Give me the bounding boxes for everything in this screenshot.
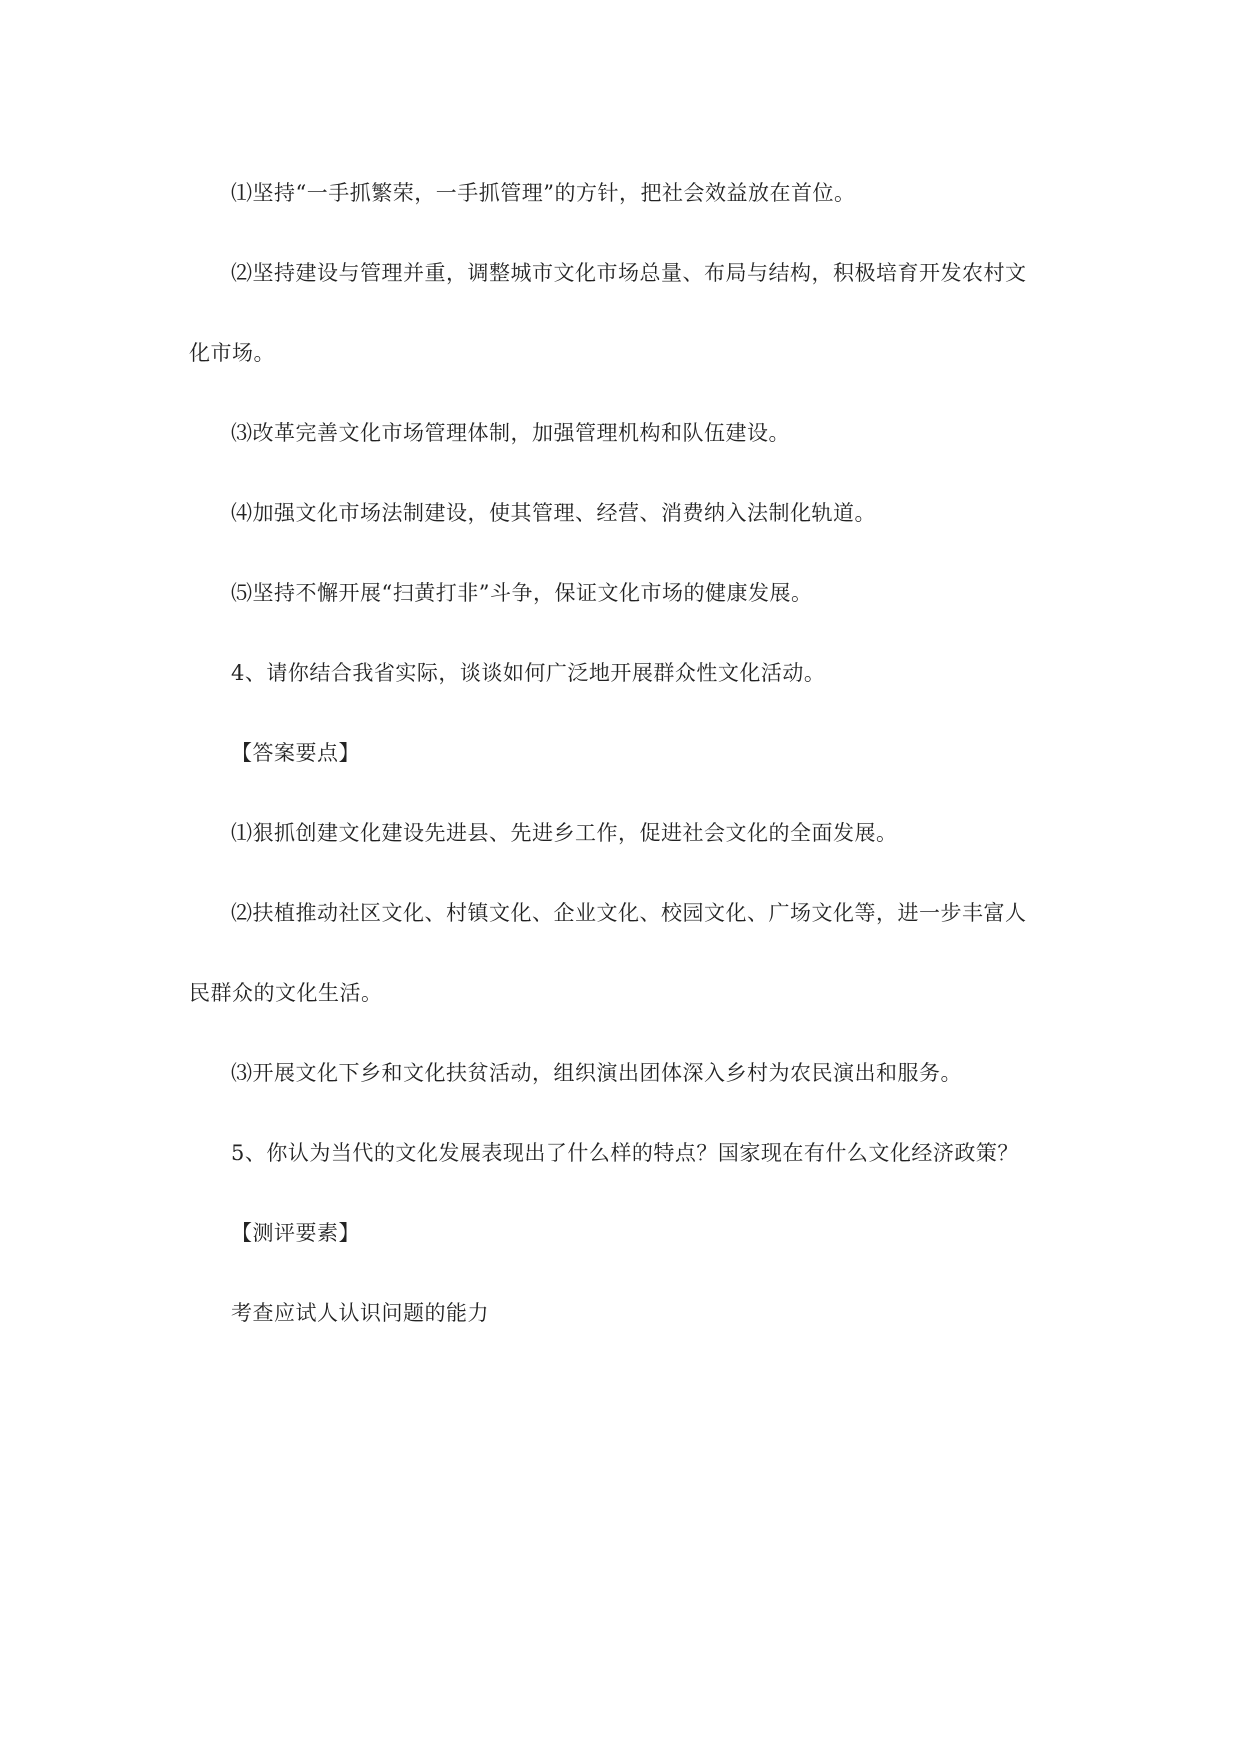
- evaluation-elements-heading: 【测评要素】: [231, 1221, 360, 1245]
- q4-answer-point-1: ⑴狠抓创建文化建设先进县、先进乡工作，促进社会文化的全面发展。: [231, 821, 898, 845]
- q4-answer-point-2: ⑵扶植推动社区文化、村镇文化、企业文化、校园文化、广场文化等，进一步丰富人: [231, 901, 1027, 925]
- answer-point-1: ⑴坚持“一手抓繁荣，一手抓管理”的方针，把社会效益放在首位。: [231, 181, 856, 205]
- q4-answer-point-2-continued: 民群众的文化生活。: [189, 981, 383, 1005]
- answer-key-heading: 【答案要点】: [231, 741, 360, 765]
- q4-answer-point-3: ⑶开展文化下乡和文化扶贫活动，组织演出团体深入乡村为农民演出和服务。: [231, 1061, 962, 1085]
- answer-point-2: ⑵坚持建设与管理并重，调整城市文化市场总量、布局与结构，积极培育开发农村文: [231, 261, 1027, 285]
- answer-point-2-continued: 化市场。: [189, 341, 275, 365]
- answer-point-5: ⑸坚持不懈开展“扫黄打非”斗争，保证文化市场的健康发展。: [231, 581, 813, 605]
- question-4: 4、请你结合我省实际，谈谈如何广泛地开展群众性文化活动。: [231, 661, 826, 685]
- answer-point-4: ⑷加强文化市场法制建设，使其管理、经营、消费纳入法制化轨道。: [231, 501, 876, 525]
- evaluation-elements-text: 考查应试人认识问题的能力: [231, 1301, 489, 1325]
- question-5: 5、你认为当代的文化发展表现出了什么样的特点？国家现在有什么文化经济政策？: [231, 1141, 1019, 1165]
- answer-point-3: ⑶改革完善文化市场管理体制，加强管理机构和队伍建设。: [231, 421, 790, 445]
